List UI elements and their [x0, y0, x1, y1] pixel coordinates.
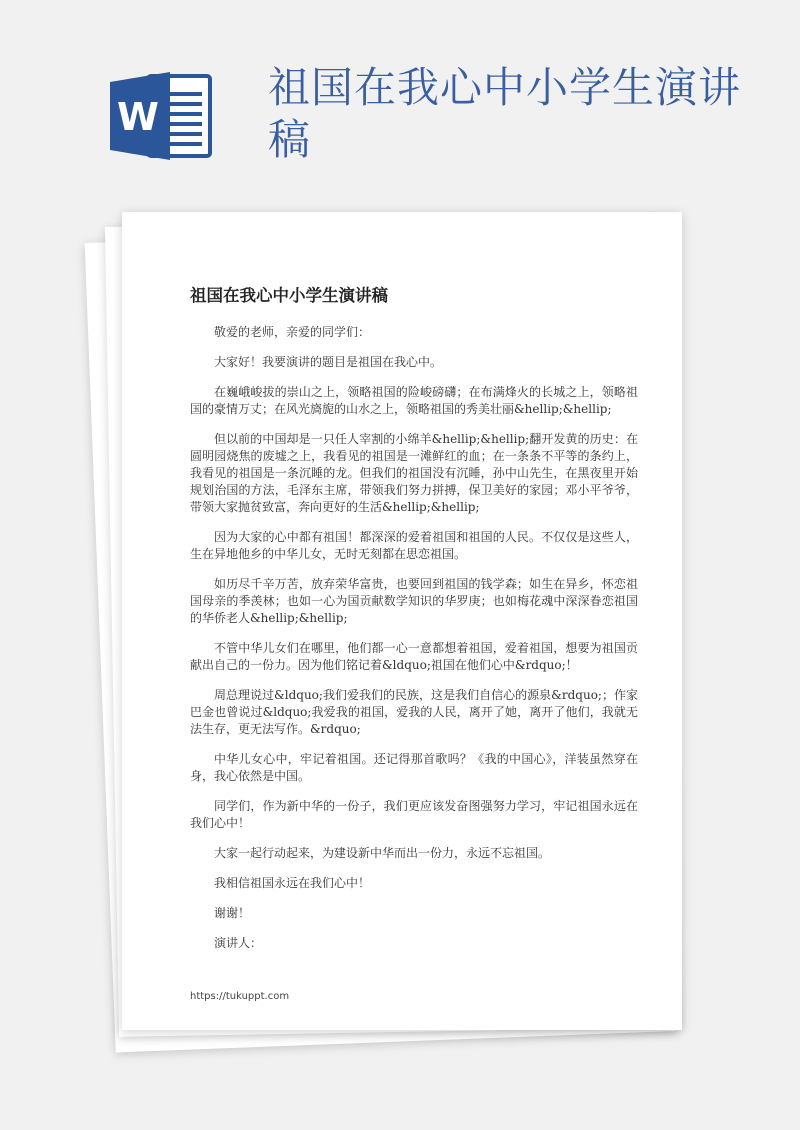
paragraph-thanks: 谢谢！	[214, 906, 251, 920]
document-page	[122, 212, 682, 1030]
paragraph-greeting: 敬爱的老师，亲爱的同学们：	[214, 325, 371, 339]
document-body	[190, 324, 638, 965]
word-logo-letter: W	[117, 95, 159, 139]
paragraph: 周总理说过&ldquo;我们爱我们的民族，这是我们自信心的源泉&rdquo;；作家巴金也曾说过&ldquo;我爱我的祖国，爱我的人民，离开了她，离开了他们，我就无法生存，更无法写作。&rdquo;	[190, 688, 638, 736]
paragraph-speaker: 演讲人：	[214, 936, 263, 950]
paragraph: 大家好！我要演讲的题目是祖国在我心中。	[214, 355, 443, 369]
paragraph: 在巍峨峻拔的崇山之上，领略祖国的险峻磅礴；在布满烽火的长城之上，领略祖国的豪情万丈；在风光旖旎的山水之上，领略祖国的秀美壮丽&hellip;&hellip;	[190, 385, 638, 416]
footer-link[interactable]: https://tukuppt.com	[190, 991, 290, 1002]
paragraph: 但以前的中国却是一只任人宰割的小绵羊&hellip;&hellip;翻开发黄的历史：在圆明园烧焦的废墟之上，我看见的祖国是一滩鲜红的血；在一条条不平等的条约上，我看见的祖国是一条沉睡的龙。但我们的祖国没有沉睡，孙中山先生，在黑夜里开始规划治国的方法，毛泽东主席，带领我们努力拼搏，保卫美好的家园；邓小平爷爷，带领大家抛贫致富，奔向更好的生活&hellip;&hellip;	[190, 432, 638, 514]
paragraph: 不管中华儿女们在哪里，他们都一心一意都想着祖国，爱着祖国，想要为祖国贡献出自己的一份力。因为他们铭记着&ldquo;祖国在他们心中&rdquo;！	[190, 641, 638, 672]
paragraph: 如历尽千辛万苦，放弃荣华富贵，也要回到祖国的钱学森；如生在异乡，怀恋祖国母亲的季羡林；也如一心为国贡献数学知识的华罗庚；也如梅花魂中深深眷恋祖国的华侨老人&hellip;&hellip;	[190, 577, 638, 625]
document-title: 祖国在我心中小学生演讲稿	[190, 286, 388, 305]
paragraph: 因为大家的心中都有祖国！都深深的爱着祖国和祖国的人民。不仅仅是这些人，生在异地他乡的中华儿女，无时无刻都在思恋祖国。	[190, 530, 638, 561]
page-title: 祖国在我心中小学生演讲稿	[268, 63, 742, 164]
paragraph: 中华儿女心中，牢记着祖国。还记得那首歌吗？《我的中国心》，洋装虽然穿在身，我心依然是中国。	[190, 752, 638, 783]
paragraph: 大家一起行动起来，为建设新中华而出一份力，永远不忘祖国。	[214, 846, 551, 860]
paragraph: 我相信祖国永远在我们心中！	[214, 876, 371, 890]
word-document-icon	[110, 72, 214, 160]
paragraph: 同学们，作为新中华的一份子，我们更应该发奋图强努力学习，牢记祖国永远在我们心中！	[190, 799, 638, 830]
